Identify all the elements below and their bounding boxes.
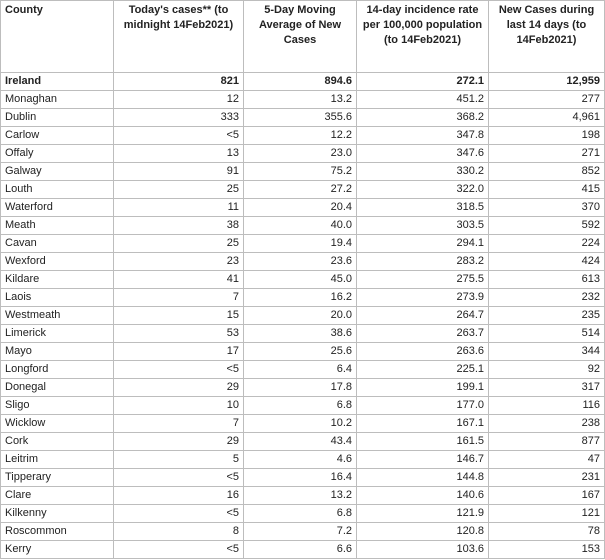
county-cell: Carlow — [1, 127, 114, 145]
new-cases-cell: 121 — [489, 505, 605, 523]
todays-cases-cell: 10 — [114, 397, 244, 415]
county-cell: Kerry — [1, 541, 114, 559]
todays-cases-cell: 38 — [114, 217, 244, 235]
moving-average-cell: 6.8 — [244, 505, 357, 523]
todays-cases-cell: 5 — [114, 451, 244, 469]
incidence-rate-cell: 121.9 — [357, 505, 489, 523]
header-new-cases-14-days: New Cases during last 14 days (to 14Feb2021) — [489, 1, 605, 73]
new-cases-cell: 116 — [489, 397, 605, 415]
incidence-rate-cell: 272.1 — [357, 73, 489, 91]
header-5-day-average: 5-Day Moving Average of New Cases — [244, 1, 357, 73]
table-row — [1, 451, 605, 469]
new-cases-cell: 12,959 — [489, 73, 605, 91]
incidence-rate-cell: 303.5 — [357, 217, 489, 235]
moving-average-cell: 10.2 — [244, 415, 357, 433]
todays-cases-cell: 821 — [114, 73, 244, 91]
county-cell: Dublin — [1, 109, 114, 127]
todays-cases-cell: 17 — [114, 343, 244, 361]
moving-average-cell: 19.4 — [244, 235, 357, 253]
county-cell: Longford — [1, 361, 114, 379]
moving-average-cell: 13.2 — [244, 487, 357, 505]
todays-cases-cell: 8 — [114, 523, 244, 541]
county-cell: Kilkenny — [1, 505, 114, 523]
todays-cases-cell: 7 — [114, 415, 244, 433]
moving-average-cell: 75.2 — [244, 163, 357, 181]
new-cases-cell: 153 — [489, 541, 605, 559]
incidence-rate-cell: 225.1 — [357, 361, 489, 379]
table-row — [1, 307, 605, 325]
incidence-rate-cell: 140.6 — [357, 487, 489, 505]
table-row — [1, 109, 605, 127]
incidence-rate-cell: 264.7 — [357, 307, 489, 325]
new-cases-cell: 852 — [489, 163, 605, 181]
new-cases-cell: 344 — [489, 343, 605, 361]
table-row — [1, 469, 605, 487]
todays-cases-cell: <5 — [114, 505, 244, 523]
table-row — [1, 433, 605, 451]
county-cell: Kildare — [1, 271, 114, 289]
new-cases-cell: 78 — [489, 523, 605, 541]
table-row — [1, 361, 605, 379]
county-cell: Leitrim — [1, 451, 114, 469]
incidence-rate-cell: 347.6 — [357, 145, 489, 163]
header-14-day-incidence: 14-day incidence rate per 100,000 population (to 14Feb2021) — [357, 1, 489, 73]
moving-average-cell: 16.2 — [244, 289, 357, 307]
moving-average-cell: 16.4 — [244, 469, 357, 487]
new-cases-cell: 167 — [489, 487, 605, 505]
moving-average-cell: 355.6 — [244, 109, 357, 127]
new-cases-cell: 317 — [489, 379, 605, 397]
county-cell: Sligo — [1, 397, 114, 415]
moving-average-cell: 25.6 — [244, 343, 357, 361]
todays-cases-cell: 15 — [114, 307, 244, 325]
county-cell: Donegal — [1, 379, 114, 397]
todays-cases-cell: 25 — [114, 235, 244, 253]
table-row — [1, 235, 605, 253]
new-cases-cell: 198 — [489, 127, 605, 145]
county-cell: Westmeath — [1, 307, 114, 325]
county-cell: Cavan — [1, 235, 114, 253]
new-cases-cell: 415 — [489, 181, 605, 199]
county-cell: Cork — [1, 433, 114, 451]
incidence-rate-cell: 103.6 — [357, 541, 489, 559]
incidence-rate-cell: 318.5 — [357, 199, 489, 217]
todays-cases-cell: 12 — [114, 91, 244, 109]
todays-cases-cell: 23 — [114, 253, 244, 271]
todays-cases-cell: 7 — [114, 289, 244, 307]
moving-average-cell: 40.0 — [244, 217, 357, 235]
todays-cases-cell: <5 — [114, 541, 244, 559]
incidence-rate-cell: 330.2 — [357, 163, 489, 181]
table-row — [1, 127, 605, 145]
new-cases-cell: 224 — [489, 235, 605, 253]
new-cases-cell: 592 — [489, 217, 605, 235]
new-cases-cell: 877 — [489, 433, 605, 451]
incidence-rate-cell: 275.5 — [357, 271, 489, 289]
county-cell: Limerick — [1, 325, 114, 343]
table-row — [1, 379, 605, 397]
moving-average-cell: 20.0 — [244, 307, 357, 325]
header-county: County — [1, 1, 114, 73]
table-row — [1, 325, 605, 343]
moving-average-cell: 43.4 — [244, 433, 357, 451]
todays-cases-cell: 11 — [114, 199, 244, 217]
new-cases-cell: 231 — [489, 469, 605, 487]
incidence-rate-cell: 294.1 — [357, 235, 489, 253]
incidence-rate-cell: 144.8 — [357, 469, 489, 487]
moving-average-cell: 7.2 — [244, 523, 357, 541]
todays-cases-cell: <5 — [114, 127, 244, 145]
table-row — [1, 91, 605, 109]
incidence-rate-cell: 263.6 — [357, 343, 489, 361]
county-cell: Mayo — [1, 343, 114, 361]
table-row — [1, 397, 605, 415]
new-cases-cell: 424 — [489, 253, 605, 271]
new-cases-cell: 4,961 — [489, 109, 605, 127]
moving-average-cell: 17.8 — [244, 379, 357, 397]
incidence-rate-cell: 146.7 — [357, 451, 489, 469]
table-row-total — [1, 73, 605, 91]
moving-average-cell: 894.6 — [244, 73, 357, 91]
incidence-rate-cell: 322.0 — [357, 181, 489, 199]
incidence-rate-cell: 199.1 — [357, 379, 489, 397]
moving-average-cell: 6.4 — [244, 361, 357, 379]
new-cases-cell: 238 — [489, 415, 605, 433]
moving-average-cell: 20.4 — [244, 199, 357, 217]
new-cases-cell: 235 — [489, 307, 605, 325]
table-row — [1, 415, 605, 433]
county-cell: Offaly — [1, 145, 114, 163]
new-cases-cell: 613 — [489, 271, 605, 289]
moving-average-cell: 38.6 — [244, 325, 357, 343]
table-row — [1, 253, 605, 271]
moving-average-cell: 13.2 — [244, 91, 357, 109]
header-row — [1, 1, 605, 73]
incidence-rate-cell: 177.0 — [357, 397, 489, 415]
new-cases-cell: 277 — [489, 91, 605, 109]
incidence-rate-cell: 161.5 — [357, 433, 489, 451]
moving-average-cell: 6.8 — [244, 397, 357, 415]
county-cell: Wicklow — [1, 415, 114, 433]
county-cell: Louth — [1, 181, 114, 199]
county-cell: Waterford — [1, 199, 114, 217]
incidence-rate-cell: 167.1 — [357, 415, 489, 433]
incidence-rate-cell: 368.2 — [357, 109, 489, 127]
todays-cases-cell: 16 — [114, 487, 244, 505]
todays-cases-cell: 41 — [114, 271, 244, 289]
county-cell: Ireland — [1, 73, 114, 91]
new-cases-cell: 271 — [489, 145, 605, 163]
incidence-rate-cell: 347.8 — [357, 127, 489, 145]
incidence-rate-cell: 283.2 — [357, 253, 489, 271]
header-todays-cases: Today's cases** (to midnight 14Feb2021) — [114, 1, 244, 73]
county-cell: Monaghan — [1, 91, 114, 109]
todays-cases-cell: 53 — [114, 325, 244, 343]
county-cell: Clare — [1, 487, 114, 505]
todays-cases-cell: <5 — [114, 361, 244, 379]
county-cell: Laois — [1, 289, 114, 307]
incidence-rate-cell: 263.7 — [357, 325, 489, 343]
todays-cases-cell: 333 — [114, 109, 244, 127]
moving-average-cell: 4.6 — [244, 451, 357, 469]
county-cell: Galway — [1, 163, 114, 181]
table-row — [1, 181, 605, 199]
table-row — [1, 199, 605, 217]
table-row — [1, 145, 605, 163]
todays-cases-cell: 29 — [114, 433, 244, 451]
new-cases-cell: 514 — [489, 325, 605, 343]
county-cell: Tipperary — [1, 469, 114, 487]
county-cell: Roscommon — [1, 523, 114, 541]
todays-cases-cell: 13 — [114, 145, 244, 163]
table-row — [1, 523, 605, 541]
table-row — [1, 217, 605, 235]
table-row — [1, 163, 605, 181]
incidence-rate-cell: 451.2 — [357, 91, 489, 109]
county-cell: Wexford — [1, 253, 114, 271]
table-row — [1, 541, 605, 559]
table-row — [1, 289, 605, 307]
todays-cases-cell: 29 — [114, 379, 244, 397]
todays-cases-cell: 91 — [114, 163, 244, 181]
table-row — [1, 271, 605, 289]
moving-average-cell: 6.6 — [244, 541, 357, 559]
incidence-rate-cell: 120.8 — [357, 523, 489, 541]
new-cases-cell: 232 — [489, 289, 605, 307]
table-row — [1, 343, 605, 361]
moving-average-cell: 23.0 — [244, 145, 357, 163]
table-body — [1, 73, 605, 559]
moving-average-cell: 12.2 — [244, 127, 357, 145]
moving-average-cell: 23.6 — [244, 253, 357, 271]
incidence-rate-cell: 273.9 — [357, 289, 489, 307]
table-row — [1, 505, 605, 523]
todays-cases-cell: 25 — [114, 181, 244, 199]
moving-average-cell: 27.2 — [244, 181, 357, 199]
new-cases-cell: 47 — [489, 451, 605, 469]
county-cell: Meath — [1, 217, 114, 235]
new-cases-cell: 92 — [489, 361, 605, 379]
table-row — [1, 487, 605, 505]
todays-cases-cell: <5 — [114, 469, 244, 487]
moving-average-cell: 45.0 — [244, 271, 357, 289]
new-cases-cell: 370 — [489, 199, 605, 217]
